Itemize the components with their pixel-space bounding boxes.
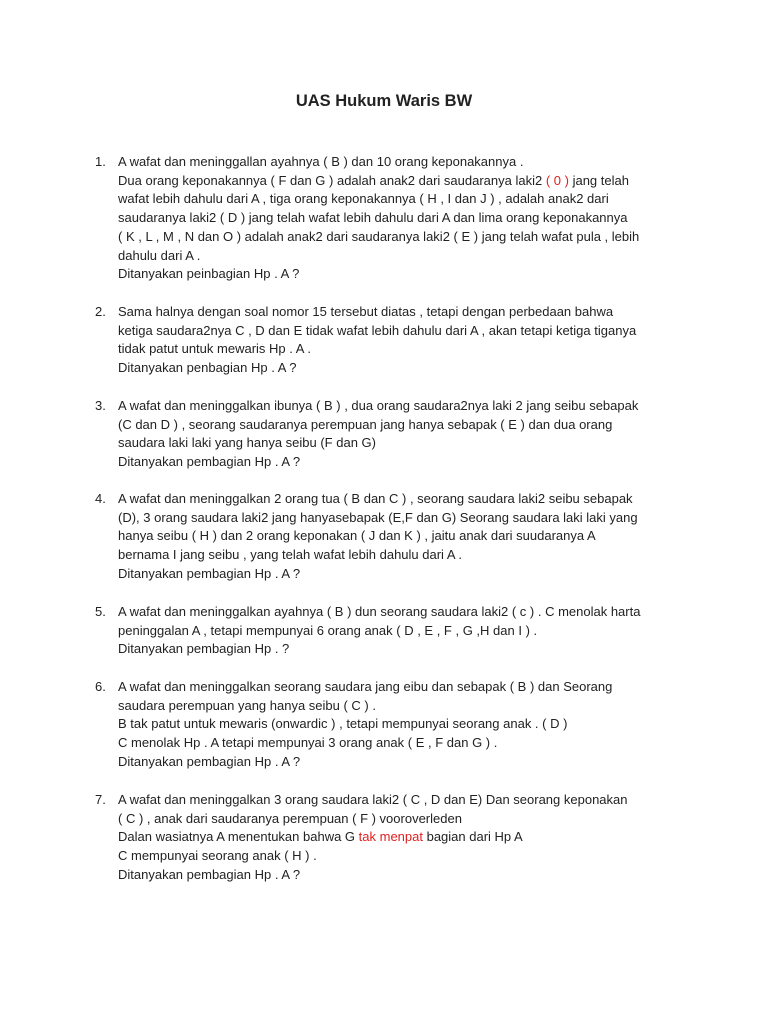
question-line: A wafat dan meninggalkan 3 orang saudara laki2 ( C , D dan E) Dan seorang keponakan: [118, 792, 628, 807]
question-prompt: Ditanyakan peinbagian Hp . A ?: [118, 266, 300, 282]
question-prompt: Ditanyakan pembagian Hp . A ?: [118, 565, 301, 581]
question-line: wafat lebih dahulu dari A , tiga orang keponakannya ( H , I dan J ) , adalah anak2 dari: [118, 191, 609, 207]
line-text-after: jang telah: [568, 172, 629, 188]
question-line: B tak patut untuk mewaris (onwardic ) , tetapi mempunyai seorang anak . ( D ): [118, 716, 568, 732]
question-line: hanya seibu ( H ) dan 2 orang keponakan ( J dan K ) , jaitu anak dari suudaranya A: [118, 528, 596, 544]
question-prompt: Ditanyakan penbagian Hp . A ?: [118, 360, 297, 376]
question-body: [118, 678, 683, 772]
question-prompt: Ditanyakan pembagian Hp . A ?: [118, 866, 301, 882]
question-number: 3.: [95, 398, 106, 413]
question-body: [118, 303, 683, 378]
question-line: saudaranya laki2 ( D ) jang telah wafat lebih dahulu dari A dan lima orang keponakannya: [118, 210, 628, 226]
question-line-highlighted: [118, 172, 683, 191]
question-prompt: Ditanyakan pembagian Hp . ?: [118, 641, 290, 657]
question-number: 5.: [95, 604, 106, 619]
question-line: A wafat dan meninggalkan ibunya ( B ) , dua orang saudara2nya laki 2 jang seibu sebapak: [118, 398, 639, 413]
document-title: UAS Hukum Waris BW: [295, 92, 473, 110]
line-text-before: Dalan wasiatnya A menentukan bahwa G: [118, 829, 359, 845]
question-line: saudara perempuan yang hanya seibu ( C ) .: [118, 697, 376, 713]
question-line: (C dan D ) , seorang saudaranya perempuan jang hanya sebapak ( E ) dan dua orang: [118, 416, 613, 432]
highlighted-text: ( 0 ): [545, 172, 569, 188]
question-line: ( K , L , M , N dan O ) adalah anak2 dari saudaranya laki2 ( E ) jang telah wafat pula , lebih: [118, 228, 640, 244]
question-prompt: Ditanyakan pembagian Hp . A ?: [118, 454, 301, 470]
question-line: saudara laki laki yang hanya seibu (F dan G): [118, 435, 376, 451]
question-line: A wafat dan meninggalkan ayahnya ( B ) dun seorang saudara laki2 ( c ) . C menolak harta: [118, 604, 641, 619]
question-line: bernama I jang seibu , yang telah wafat lebih dahulu dari A .: [118, 547, 463, 563]
question-line: tidak patut untuk mewaris Hp . A .: [118, 341, 311, 357]
question-line: C mempunyai seorang anak ( H ) .: [118, 848, 317, 864]
question-body: [118, 603, 683, 659]
question-number: 1.: [95, 154, 106, 169]
question-line: Sama halnya dengan soal nomor 15 tersebut diatas , tetapi dengan perbedaan bahwa: [118, 304, 614, 319]
question-number: 6.: [95, 679, 106, 694]
line-text-after: bagian dari Hp A: [422, 829, 523, 845]
question-line-highlighted: [118, 828, 683, 847]
question-line: A wafat dan meninggalkan seorang saudara jang eibu dan sebapak ( B ) dan Seorang: [118, 679, 613, 694]
highlighted-text: tak menpat: [358, 829, 423, 845]
question-line: A wafat dan meninggallan ayahnya ( B ) dan 10 orang keponakannya .: [118, 154, 524, 169]
question-line: ketiga saudara2nya C , D dan E tidak wafat lebih dahulu dari A , akan tetapi ketiga tiganya: [118, 322, 637, 338]
question-body: [118, 791, 683, 885]
question-line: (D), 3 orang saudara laki2 jang hanyasebapak (E,F dan G) Seorang saudara laki laki yang: [118, 509, 638, 525]
question-body: [118, 490, 683, 584]
question-line: peninggalan A , tetapi mempunyai 6 orang anak ( D , E , F , G ,H dan I ) .: [118, 622, 538, 638]
line-text-before: Dua orang keponakannya ( F dan G ) adalah anak2 dari saudaranya laki2: [118, 172, 546, 188]
question-body: [118, 397, 683, 472]
question-number: 2.: [95, 304, 106, 319]
question-line: dahulu dari A .: [118, 247, 201, 263]
question-number: 7.: [95, 792, 106, 807]
question-body: [118, 153, 683, 284]
question-line: ( C ) , anak dari saudaranya perempuan ( F ) vooroverleden: [118, 810, 462, 826]
question-line: A wafat dan meninggalkan 2 orang tua ( B dan C ) , seorang saudara laki2 seibu sebapak: [118, 491, 633, 506]
question-line: C menolak Hp . A tetapi mempunyai 3 orang anak ( E , F dan G ) .: [118, 735, 498, 751]
question-prompt: Ditanyakan pembagian Hp . A ?: [118, 753, 301, 769]
question-number: 4.: [95, 491, 106, 506]
